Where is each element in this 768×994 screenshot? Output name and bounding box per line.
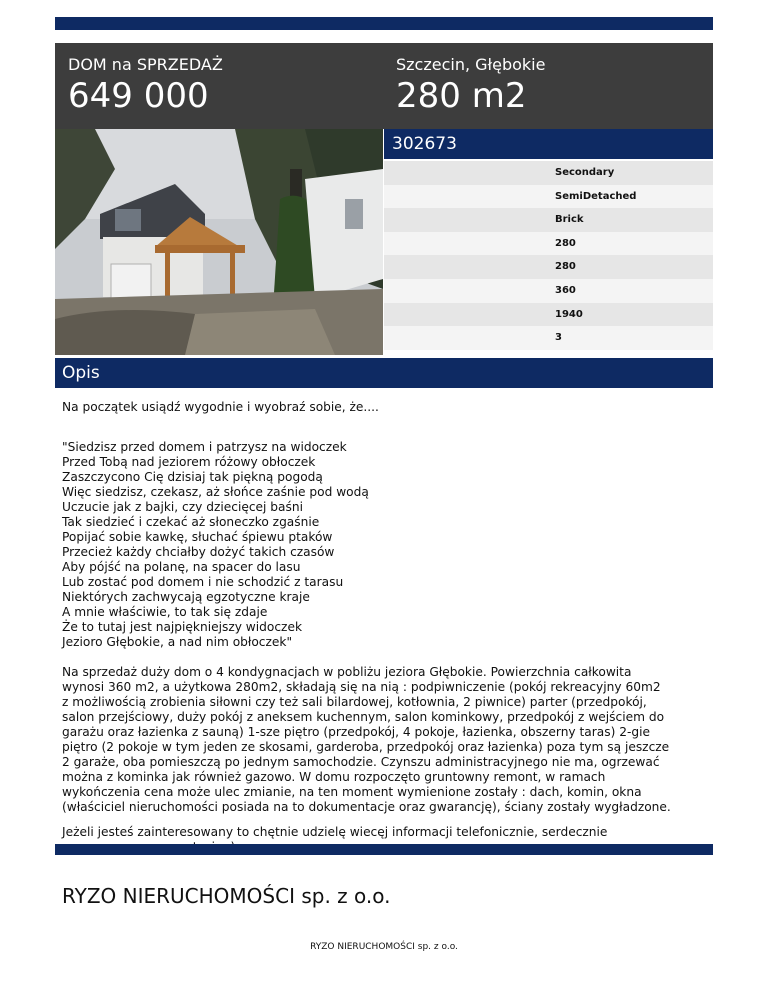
description-body: Na sprzedaż duży dom o 4 kondygnacjach w pobliżu jeziora Głębokie. Powierzchnia całkowita wynosi 360 m2, a użytkowa 280m2, składają się na nią : podpiwniczenie (pokój rekreacyjny 60m2 z możliwością zrobienia siłowni czy też sali bilardowej, kotłownia, 2 piwnice) parter (przedpokój, salon przejściowy, duży pokój z aneksem kuchennym, salon kominkowy, przedpokój z wejściem do garażu oraz łazienka z sauną) 1-sze piętro (przedpokój, 4 pokoje, łazienka, obszerny taras) 2-gie piętro (2 pokoje w tym jeden ze skosami, garderoba, przedpokój oraz łazienka) poza tym są jeszcze 2 garaże, oba pomieszczą po jednym samochodzie. Czynszu administracyjnego nie ma, ogrzewać można z kominka jak również gazowo. W domu rozpoczęto gruntowny remont, w ramach wykończenia cena może ulec zmianie, na ten moment wymienione zostały : dach, komin, okna (właściciel nieruchomości posiada na to dokumentacje oraz gwarancję), ściany zostały wygładzone. — [62, 665, 671, 814]
param-row: SemiDetached — [384, 185, 713, 209]
listing-type: DOM na SPRZEDAŻ — [68, 55, 223, 74]
parameters-table — [384, 161, 713, 350]
param-row: 280 — [384, 232, 713, 256]
page-footer: RYZO NIERUCHOMOŚCI sp. z o.o. — [310, 942, 458, 952]
param-row: 3 — [384, 326, 713, 350]
param-row: Brick — [384, 208, 713, 232]
top-accent-bar — [55, 17, 713, 30]
description-heading-bar — [55, 358, 713, 388]
listing-area: 280 m2 — [396, 76, 527, 116]
param-row: Secondary — [384, 161, 713, 185]
description-poem: "Siedzisz przed domem i patrzysz na widoczek Przed Tobą nad jeziorem różowy obłoczek Zaszczycono Cię dzisiaj tak piękną pogodą Więc siedzisz, czekasz, aż słońce zaśnie pod wodą Uczucie jak z bajki, czy dziecięcej baśni Tak siedzieć i czekać aż słoneczko zgaśnie Popijać sobie kawkę, słuchać śpiewu ptaków Przecież każdy chciałby dożyć takich czasów Aby pójść na polanę, na spacer do lasu Lub zostać pod domem i nie schodzić z tarasu Niektórych zachwycają egzotyczne kraje A mnie właściwie, to tak się zdaje Że to tutaj jest najpiękniejszy widoczek Jezioro Głębokie, a nad nim obłoczek" — [62, 440, 369, 649]
property-photo — [55, 129, 383, 355]
param-row: 280 — [384, 255, 713, 279]
description-heading: Opis — [62, 363, 100, 383]
section-divider-bar — [55, 844, 713, 855]
param-row: 360 — [384, 279, 713, 303]
description-closing: Jeżeli jesteś zainteresowany to chętnie udzielę wiecęj informacji telefonicznie, serdecznie — [62, 825, 608, 839]
listing-id: 302673 — [392, 134, 457, 154]
company-name: RYZO NIERUCHOMOŚCI sp. z o.o. — [62, 884, 391, 908]
param-row: 1940 — [384, 303, 713, 327]
description-intro: Na początek usiądź wygodnie i wyobraź sobie, że.... — [62, 400, 379, 414]
listing-price: 649 000 — [68, 76, 209, 116]
listing-header — [55, 43, 713, 129]
listing-id-bar — [384, 129, 713, 159]
listing-location: Szczecin, Głębokie — [396, 55, 546, 74]
